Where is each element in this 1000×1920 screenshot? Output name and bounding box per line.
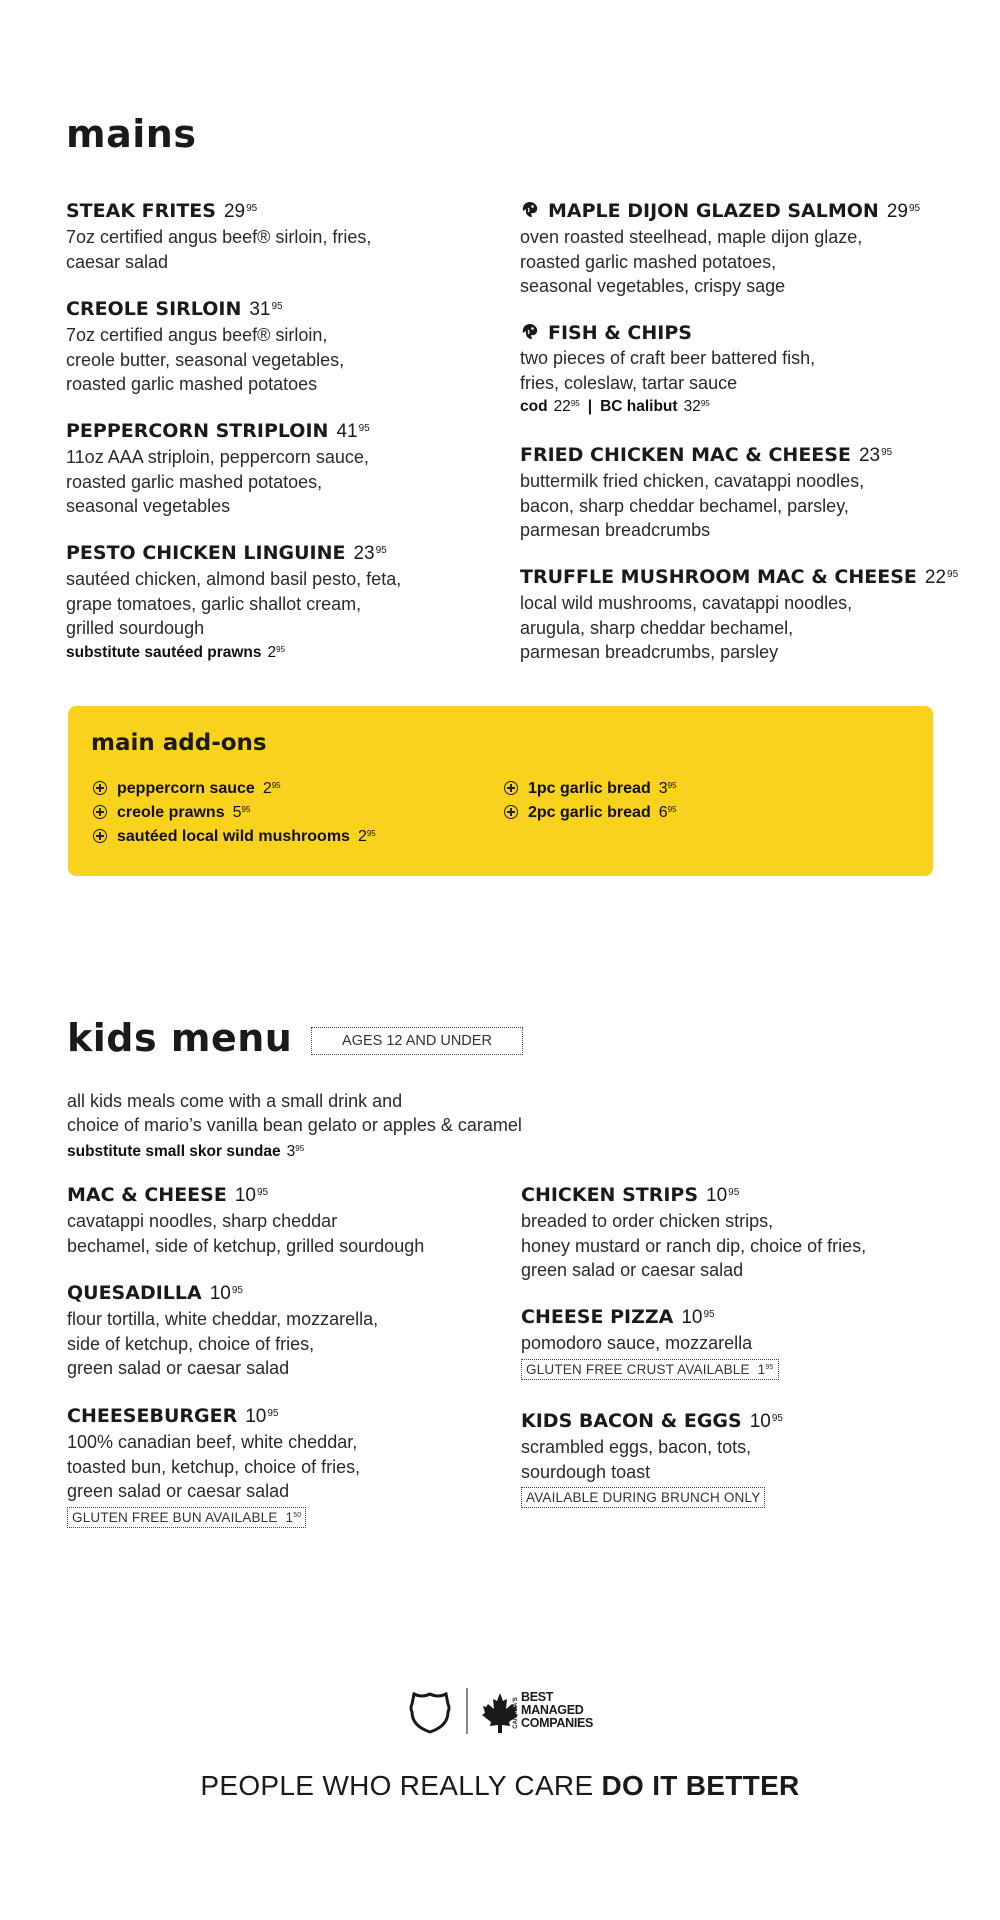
addon-item: 1pc garlic bread $3^{95}$ <box>504 774 677 798</box>
item-description: local wild mushrooms, cavatappi noodles, arugula, sharp cheddar bechamel, parmesan breadcrumbs, parsley <box>520 593 853 662</box>
addon-item: 2pc garlic bread $6^{95}$ <box>504 798 677 822</box>
plus-circle-icon <box>93 781 107 795</box>
menu-item-fish-and-chips <box>520 322 980 416</box>
item-price: $22^{95}$ <box>924 567 959 588</box>
item-price: $23^{95}$ <box>858 445 893 466</box>
item-name: KIDS BACON & EGGS <box>521 1410 742 1432</box>
item-name: FISH & CHIPS <box>548 322 692 344</box>
main-addons-box <box>68 706 933 876</box>
menu-item-steak-frites <box>66 200 506 274</box>
item-price: $10^{95}$ <box>245 1406 279 1427</box>
plus-circle-icon <box>504 781 518 795</box>
plus-circle-icon <box>93 829 107 843</box>
plus-circle-icon <box>93 805 107 819</box>
kids-item-quesadilla <box>67 1282 507 1381</box>
brunch-only-tag: AVAILABLE DURING BRUNCH ONLY <box>521 1487 765 1508</box>
item-name: CREOLE SIRLOIN <box>66 298 242 320</box>
kids-menu-title: kids menu <box>67 1016 293 1060</box>
item-name: PEPPERCORN STRIPLOIN <box>66 420 329 442</box>
canadas-vertical-text: CANADA'S <box>513 1697 519 1729</box>
kids-intro: all kids meals come with a small drink and choice of mario’s vanilla bean gelato or apples & caramel substitute small skor sundae $3^{95}$ <box>67 1089 522 1164</box>
item-name: MAPLE DIJON GLAZED SALMON <box>548 200 879 222</box>
gluten-free-tag: GLUTEN FREE BUN AVAILABLE $1^{50}$ <box>67 1507 306 1528</box>
item-description: scrambled eggs, bacon, tots, sourdough toast <box>521 1437 752 1482</box>
kids-item-chicken-strips <box>521 1184 981 1283</box>
item-description: two pieces of craft beer battered fish, fries, coleslaw, tartar sauce <box>520 348 816 393</box>
footer-logos <box>408 1688 598 1738</box>
item-substitution: substitute sautéed prawns $2^{95}$ <box>66 643 286 661</box>
item-price: $31^{95}$ <box>249 299 283 320</box>
ages-badge: AGES 12 AND UNDER <box>311 1027 523 1055</box>
item-name: CHICKEN STRIPS <box>521 1184 699 1206</box>
item-price: $41^{95}$ <box>336 421 370 442</box>
item-description: flour tortilla, white cheddar, mozzarella, side of ketchup, choice of fries, green salad or caesar salad <box>67 1309 379 1378</box>
item-description: buttermilk fried chicken, cavatappi noodles, bacon, sharp cheddar bechamel, parsley, parmesan breadcrumbs <box>520 471 865 540</box>
kids-item-mac-and-cheese <box>67 1184 527 1258</box>
item-price: $10^{95}$ <box>209 1283 243 1304</box>
item-name: MAC & CHEESE <box>67 1184 227 1206</box>
item-name: FRIED CHICKEN MAC & CHEESE <box>520 444 851 466</box>
menu-item-fried-chicken-mac <box>520 444 980 543</box>
item-name: TRUFFLE MUSHROOM MAC & CHEESE <box>520 566 917 588</box>
mains-title: mains <box>66 112 197 156</box>
plus-circle-icon <box>504 805 518 819</box>
addon-item: creole prawns $5^{95}$ <box>93 798 250 822</box>
item-description: sautéed chicken, almond basil pesto, feta, grape tomatoes, garlic shallot cream, grilled sourdough <box>66 569 402 638</box>
item-description: breaded to order chicken strips, honey mustard or ranch dip, choice of fries, green salad or caesar salad <box>521 1211 867 1280</box>
menu-item-peppercorn-striploin <box>66 420 506 519</box>
kids-substitution: substitute small skor sundae $3^{95}$ <box>67 1143 305 1160</box>
ocean-wise-fish-icon <box>520 200 540 220</box>
ocean-wise-fish-icon <box>520 322 540 342</box>
item-name: PESTO CHICKEN LINGUINE <box>66 542 346 564</box>
item-name: CHEESEBURGER <box>67 1405 238 1427</box>
addon-item: peppercorn sauce $2^{95}$ <box>93 774 281 798</box>
item-description: cavatappi noodles, sharp cheddar bechamel, side of ketchup, grilled sourdough <box>67 1211 425 1256</box>
item-description: 11oz AAA striploin, peppercorn sauce, roasted garlic mashed potatoes, seasonal vegetables <box>66 447 369 516</box>
addons-title: main add-ons <box>91 730 267 756</box>
item-options: cod $22^{95}$ | BC halibut $32^{95}$ <box>520 398 710 415</box>
item-description: pomodoro sauce, mozzarella <box>521 1333 753 1353</box>
item-price: $23^{95}$ <box>353 543 387 564</box>
logo-divider <box>466 1688 468 1734</box>
item-price: $10^{95}$ <box>706 1185 740 1206</box>
item-price: $10^{95}$ <box>749 1411 783 1432</box>
kids-item-bacon-and-eggs <box>521 1410 961 1508</box>
item-price: $10^{95}$ <box>234 1185 269 1206</box>
menu-item-maple-dijon-salmon <box>520 200 980 299</box>
item-description: 100% canadian beef, white cheddar, toasted bun, ketchup, choice of fries, green salad or caesar salad <box>67 1432 361 1501</box>
item-description: 7oz certified angus beef® sirloin, fries, caesar salad <box>66 227 372 272</box>
menu-item-creole-sirloin <box>66 298 506 397</box>
item-name: STEAK FRITES <box>66 200 216 222</box>
item-name: CHEESE PIZZA <box>521 1306 674 1328</box>
best-managed-text: BEST MANAGED COMPANIES <box>521 1690 594 1730</box>
item-name: QUESADILLA <box>67 1282 202 1304</box>
item-description: 7oz certified angus beef® sirloin, creole butter, seasonal vegetables, roasted garlic mashed potatoes <box>66 325 345 394</box>
item-price: $10^{95}$ <box>681 1307 715 1328</box>
shield-logo-icon <box>408 1690 452 1736</box>
item-description: oven roasted steelhead, maple dijon glaze, roasted garlic mashed potatoes, seasonal vegetables, crispy sage <box>520 227 863 296</box>
item-price: $29^{95}$ <box>886 201 921 222</box>
addon-item: sautéed local wild mushrooms $2^{95}$ <box>93 822 376 846</box>
footer-slogan: PEOPLE WHO REALLY CARE DO IT BETTER <box>200 1770 800 1801</box>
item-price: $29^{95}$ <box>223 201 258 222</box>
menu-item-truffle-mushroom-mac <box>520 566 990 665</box>
gluten-free-tag: GLUTEN FREE CRUST AVAILABLE $1^{95}$ <box>521 1359 779 1380</box>
menu-item-pesto-chicken-linguine <box>66 542 526 662</box>
kids-item-cheese-pizza <box>521 1306 961 1380</box>
kids-item-cheeseburger <box>67 1405 507 1528</box>
